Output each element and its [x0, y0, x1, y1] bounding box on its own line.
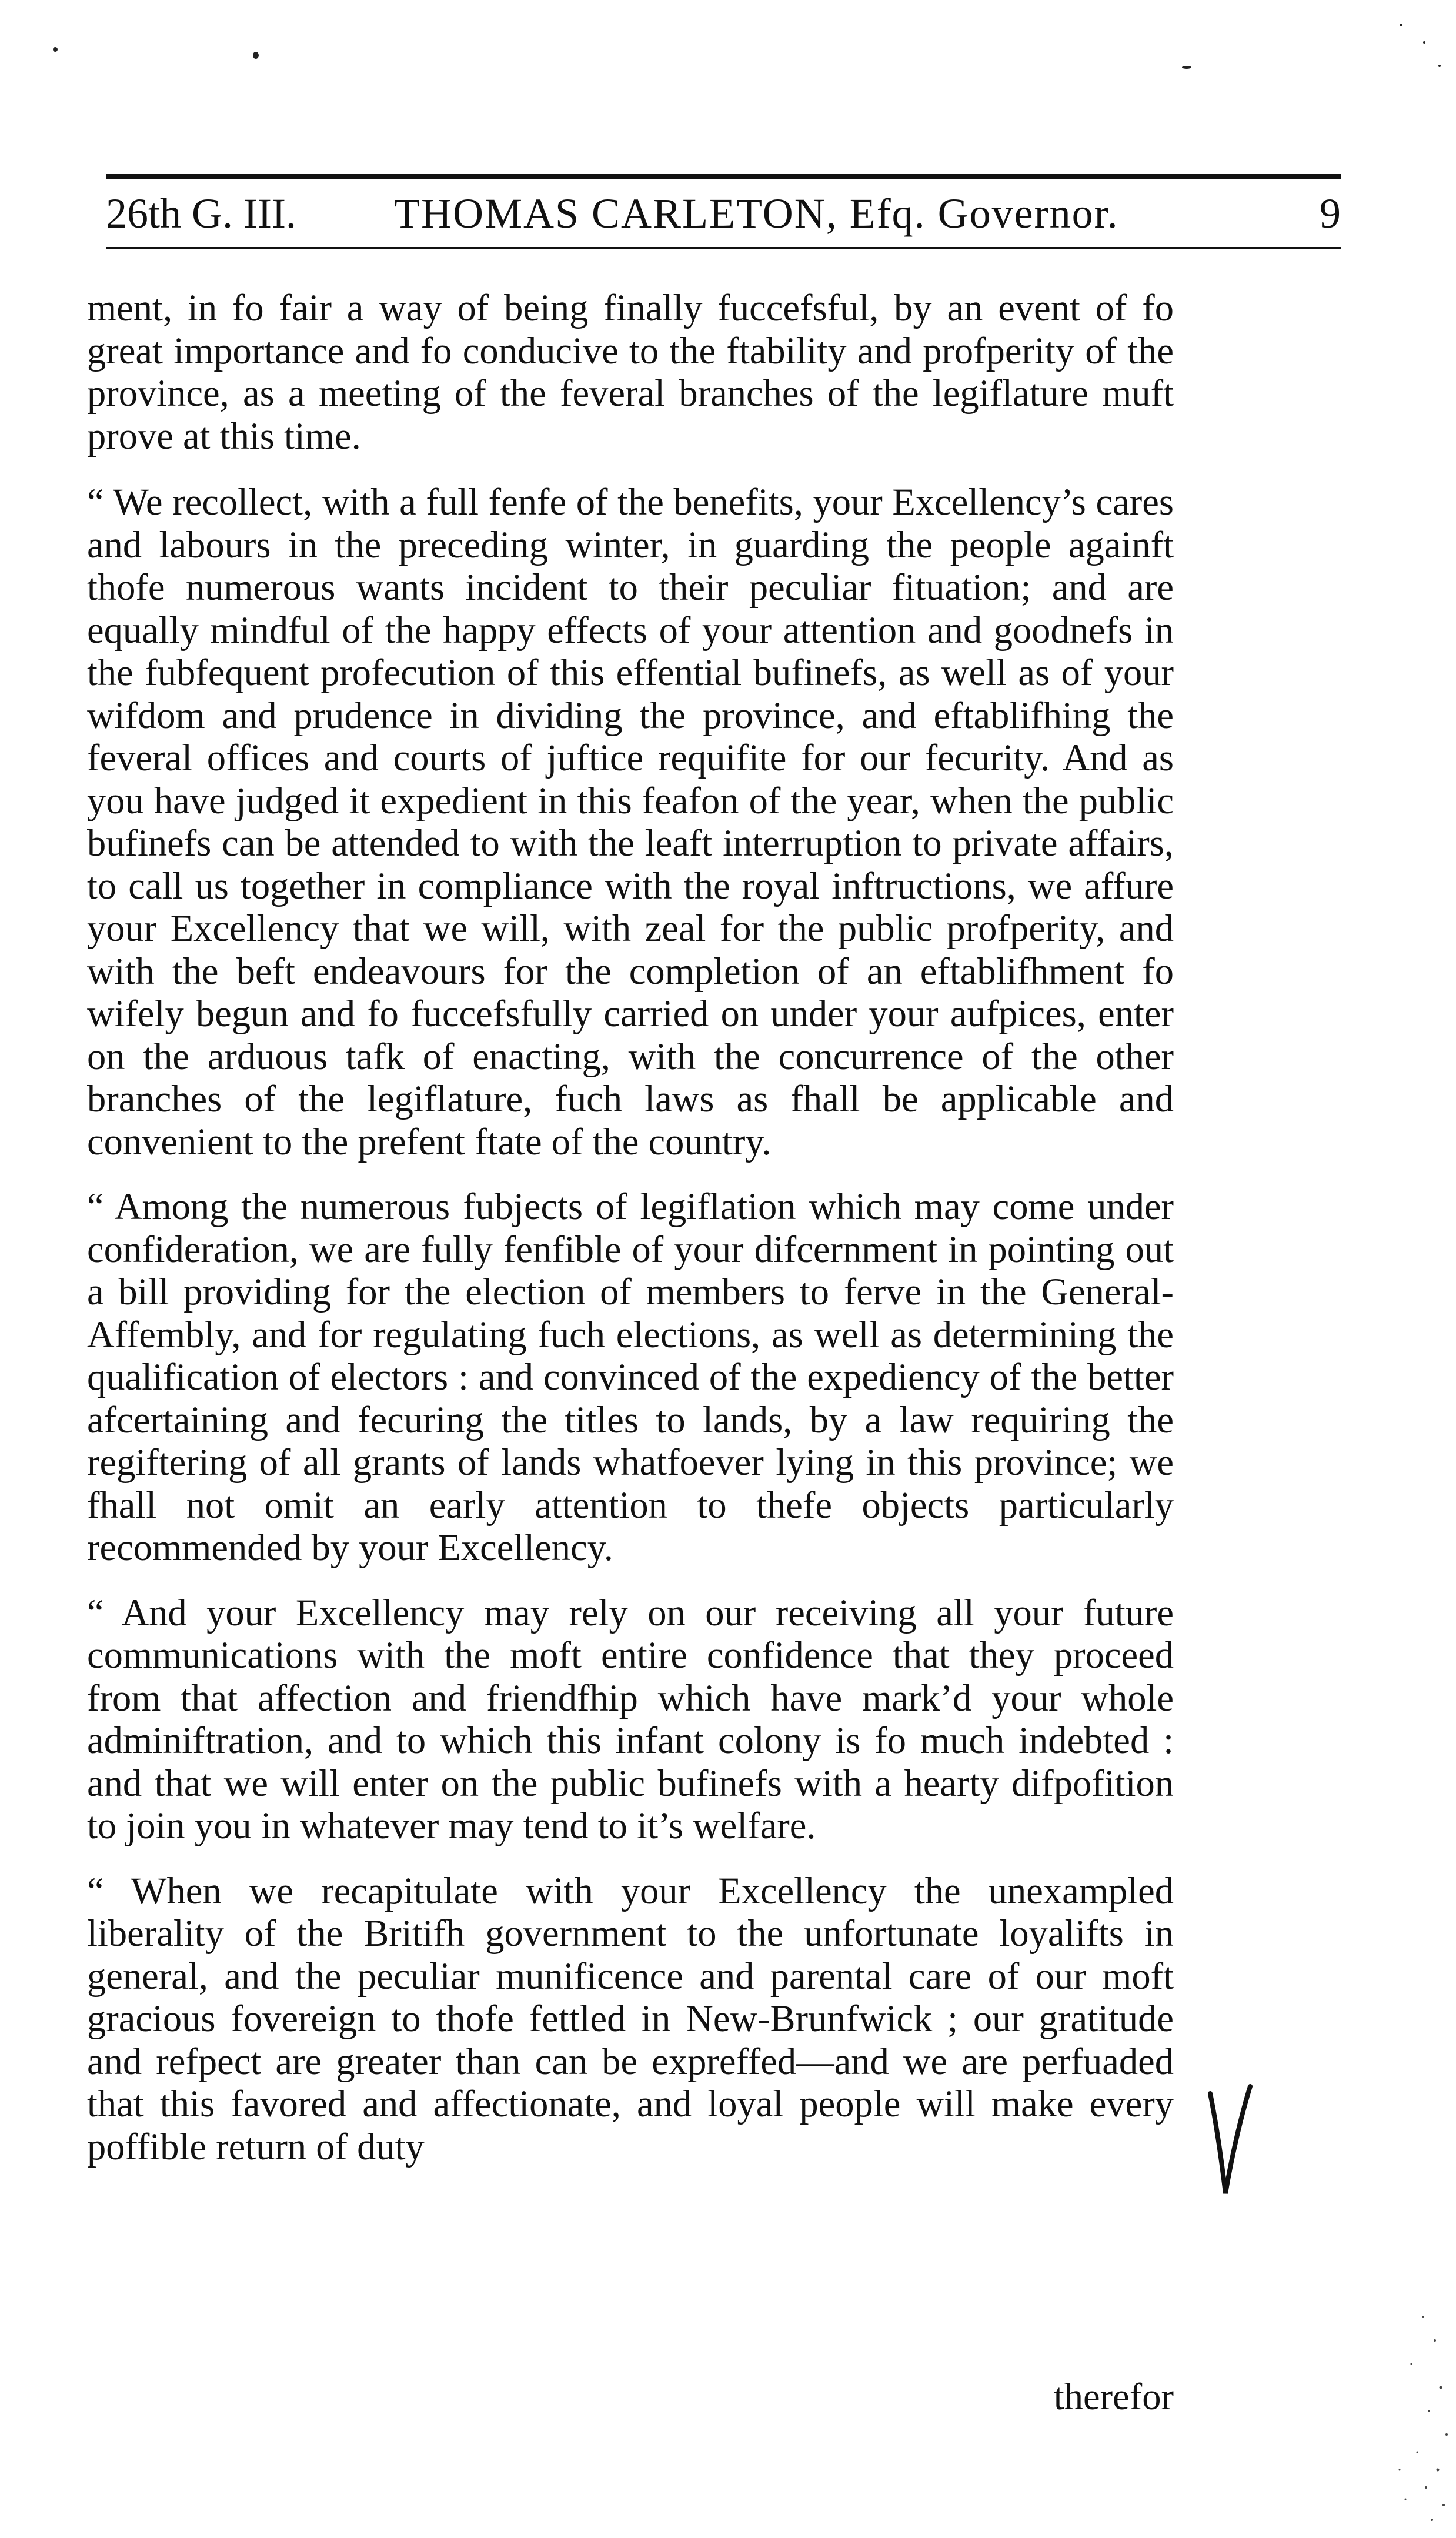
paragraph: “ We recollect, with a full fenfe of the benefits, your Excellency’s cares and labours in the preceding winter, in guarding the people againft thofe numerous wants incident to their peculiar fituation; and are equally mindful of the happy effects of your attention and goodnefs in the fubfequent profecution of this effential bufinefs, as well as of your wifdom and prudence in dividing the province, and eftablifhing the feveral offices and courts of juftice requifite for our fecurity. And as you have judged it expedient in this feafon of the year, when the public bufinefs can be attended to with the leaft interruption to private affairs, to call us together in compliance with the royal inftructions, we affure your Excellency that we will, with zeal for the public profperity, and with the beft endeavours for the completion of an eftablifhment fo wifely begun and fo fuccefsfully carried on under your aufpices, enter on the arduous tafk of enacting, with the concurrence of the other branches of the legiflature, fuch laws as fhall be applicable and convenient to the prefent ftate of the country.	[87, 481, 1174, 1163]
body-text	[87, 287, 1174, 2190]
paragraph: ment, in fo fair a way of being finally fuccefsful, by an event of fo great importance and fo conducive to the ftability and profperity of the province, as a meeting of the feveral branches of the legiflature muft prove at this time.	[87, 287, 1174, 457]
running-head	[106, 187, 1341, 240]
regnal-year: 26th G. III.	[106, 190, 296, 237]
page-number: 9	[1320, 190, 1341, 237]
paragraph: “ Among the numerous fubjects of legiflation which may come under confideration, we are fully fenfible of your difcernment in pointing out a bill providing for the election of members to ferve in the General-Affembly, and for regulating fuch elections, as well as determining the qualification of electors : and convinced of the expediency of the better afcertaining and fecuring the titles to lands, by a law requiring the regiftering of all grants of lands whatfoever lying in this province; we fhall not omit an early attention to thefe objects particularly recommended by your Excellency.	[87, 1185, 1174, 1568]
running-title: THOMAS CARLETON, Efq. Governor.	[394, 190, 1119, 237]
header-rule-bottom	[106, 247, 1341, 249]
edge-noise-speckle	[1353, 2293, 1452, 2529]
paragraph: “ When we recapitulate with your Excellency the unexampled liberality of the Britifh government to the unfortunate loyalifts in general, and the peculiar munificence and parental care of our moft gracious fovereign to thofe fettled in New-Brunfwick ; our gratitude and refpect are greater than can be expreffed—and we are perfuaded that this favored and affectionate, and loyal people will make every poffible return of duty	[87, 1869, 1174, 2168]
paragraph: “ And your Excellency may rely on our receiving all your future communications with the moft entire confidence that they proceed from that affection and friendfhip which have mark’d your whole adminiftration, and to which this infant colony is fo much indebted : and that we will enter on the public bufinefs with a hearty difpofition to join you in whatever may tend to it’s welfare.	[87, 1591, 1174, 1846]
margin-check-mark-icon	[1205, 2082, 1253, 2199]
catchword: therefor	[1053, 2376, 1174, 2417]
header-rule-top	[106, 174, 1341, 179]
